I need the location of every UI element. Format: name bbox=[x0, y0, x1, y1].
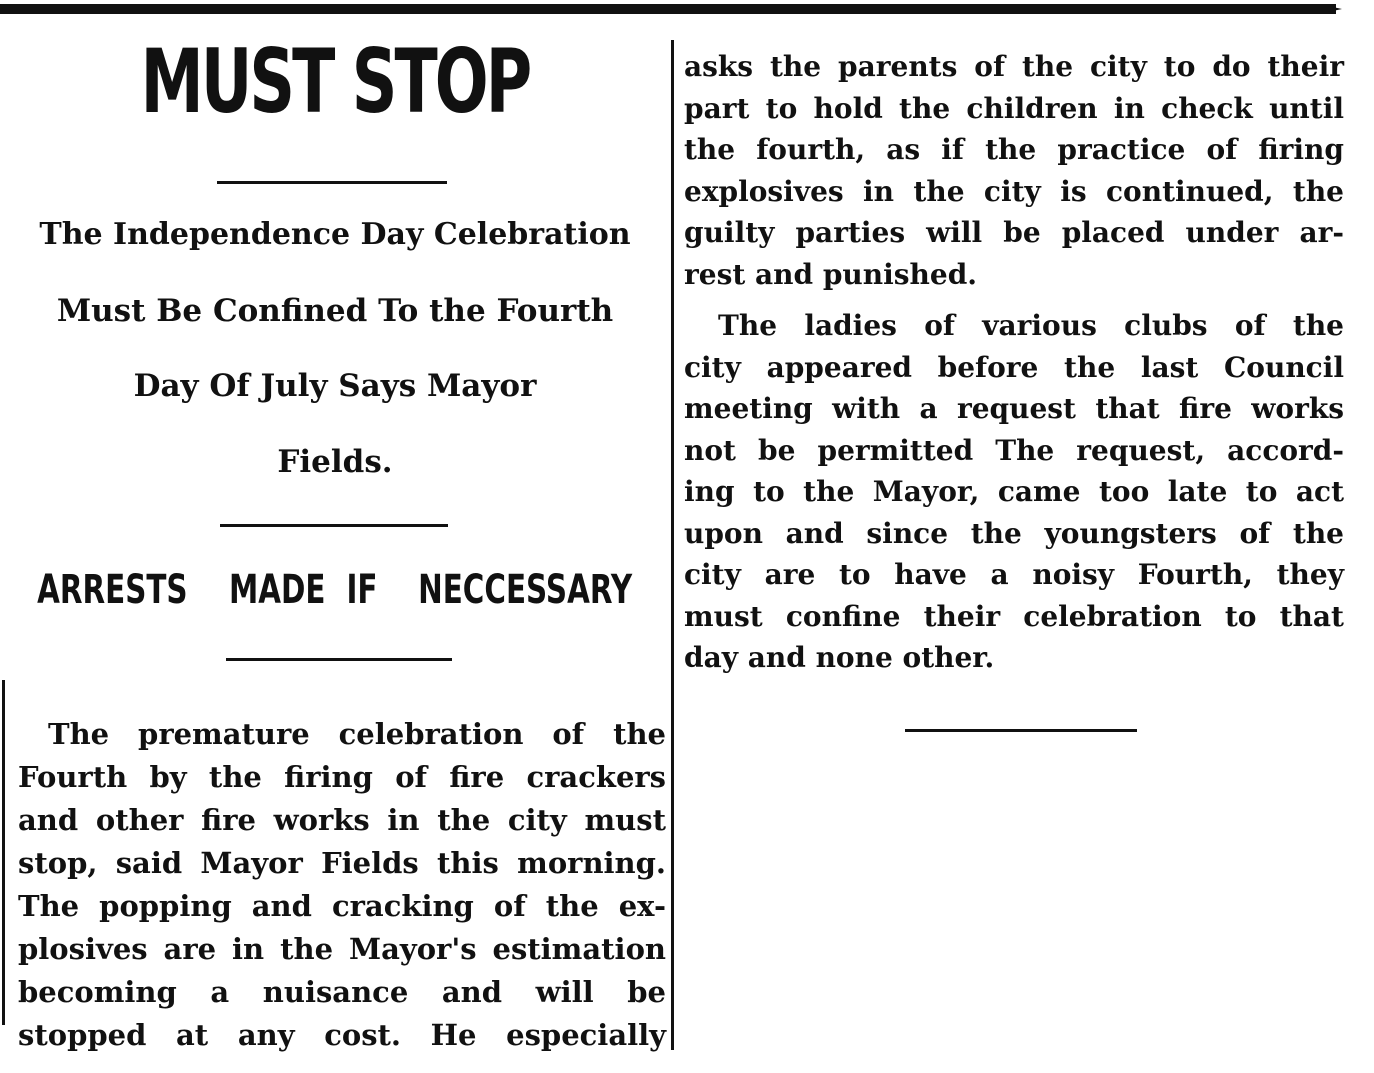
body-line: meeting with a request that fire works bbox=[684, 392, 1344, 425]
body-line: becoming a nuisance and will be bbox=[18, 975, 666, 1009]
subhead-line-4: Fields. bbox=[277, 444, 393, 480]
deck-word: NECCESSARY bbox=[418, 567, 633, 613]
body-line: The ladies of various clubs of the bbox=[718, 309, 1344, 342]
body-line: stopped at any cost. He especially bbox=[18, 1018, 666, 1052]
body-line: asks the parents of the city to do their bbox=[684, 50, 1344, 83]
deck-word: MADE bbox=[228, 567, 326, 613]
headline: MUST STOP bbox=[140, 30, 530, 133]
body-line: city are to have a noisy Fourth, they bbox=[684, 558, 1344, 591]
paragraph-gap bbox=[684, 295, 1344, 305]
body-line: Fourth by the firing of fire crackers bbox=[18, 760, 666, 794]
body-line: part to hold the children in check until bbox=[684, 91, 1344, 125]
deck-word: IF bbox=[346, 567, 378, 613]
body-line: The premature celebration of the bbox=[48, 717, 666, 751]
headline-rule bbox=[217, 181, 447, 184]
body-line: stop, said Mayor Fields this morning. bbox=[18, 846, 666, 880]
body-line: The popping and cracking of the ex- bbox=[18, 889, 666, 923]
deck-heading bbox=[12, 567, 649, 613]
body-line: guilty parties will be placed under ar- bbox=[684, 216, 1344, 249]
subhead-line-1: The Independence Day Celebration bbox=[39, 217, 631, 252]
body-line: and other fire works in the city must bbox=[18, 803, 666, 837]
body-line: day and none other. bbox=[684, 641, 995, 674]
body-line: upon and since the youngsters of the bbox=[684, 516, 1344, 550]
body-line: the fourth, as if the practice of firing bbox=[684, 133, 1344, 166]
column-divider bbox=[671, 40, 674, 1050]
body-line: not be permitted The request, accord- bbox=[684, 433, 1344, 467]
deck-rule bbox=[226, 658, 452, 661]
body-line: plosives are in the Mayor's estimation bbox=[18, 932, 666, 966]
left-column bbox=[0, 0, 670, 1073]
subhead-rule bbox=[220, 524, 448, 527]
body-line: rest and punished. bbox=[684, 257, 978, 291]
deck-word: ARRESTS bbox=[37, 567, 188, 613]
subhead-line-3: Day Of July Says Mayor bbox=[133, 368, 537, 404]
body-line: must confine their celebration to that bbox=[684, 599, 1344, 633]
article-end-rule bbox=[905, 729, 1137, 732]
body-line: ing to the Mayor, came too late to act bbox=[684, 475, 1344, 508]
subhead-line-2: Must Be Confined To the Fourth bbox=[56, 293, 614, 329]
body-line: explosives in the city is continued, the bbox=[684, 174, 1344, 208]
body-line: city appeared before the last Council bbox=[684, 350, 1344, 384]
article-body-left bbox=[18, 713, 666, 1057]
right-column bbox=[684, 46, 1344, 679]
